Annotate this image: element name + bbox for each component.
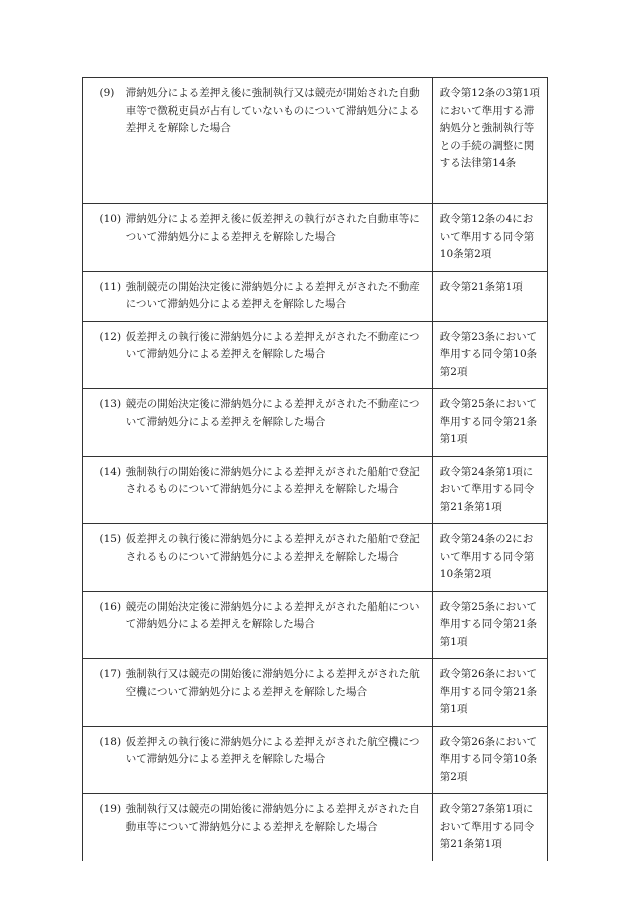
row-number: (14) — [99, 465, 122, 478]
row-description — [89, 279, 426, 314]
row-number: (17) — [99, 668, 122, 680]
table-row — [83, 389, 548, 457]
table-row — [83, 726, 548, 794]
row-reference: 政令第26条において準用する同令第10条第2項 — [432, 726, 547, 794]
row-number: (15) — [99, 533, 122, 545]
row-reference: 政令第26条において準用する同令第21条第1項 — [432, 659, 547, 727]
row-description — [89, 211, 426, 246]
row-description-cell — [83, 456, 433, 524]
row-description — [89, 801, 426, 836]
row-description-cell — [83, 659, 433, 727]
row-reference: 政令第12条の4において準用する同令第10条第2項 — [432, 204, 547, 272]
row-description-cell — [83, 204, 433, 272]
row-description-cell — [83, 794, 433, 861]
row-description — [89, 329, 426, 364]
row-description-cell — [83, 524, 433, 592]
table-row — [83, 524, 548, 592]
row-description-cell — [83, 591, 433, 659]
row-reference: 政令第21条第1項 — [432, 271, 547, 321]
row-description-cell — [83, 271, 433, 321]
row-description — [89, 531, 426, 566]
row-description — [89, 599, 426, 634]
row-text: 滞納処分による差押え後に仮差押えの執行がされた自動車等について滞納処分による差押えを解除した場合 — [125, 213, 420, 243]
row-text: 仮差押えの執行後に滞納処分による差押えがされた航空機について滞納処分による差押えを解除した場合 — [125, 735, 420, 765]
row-number: (11) — [99, 280, 122, 293]
table-row — [83, 659, 548, 727]
row-description — [89, 666, 426, 701]
row-reference: 政令第25条において準用する同令第21条第1項 — [432, 591, 547, 659]
row-description-cell — [83, 321, 433, 389]
table-row — [83, 78, 548, 204]
row-text: 仮差押えの執行後に滞納処分による差押えがされた不動産について滞納処分による差押えを解除した場合 — [125, 330, 420, 360]
row-reference: 政令第25条において準用する同令第21条第1項 — [432, 389, 547, 457]
provisions-table — [82, 77, 548, 861]
row-text: 強制執行の開始後に滞納処分による差押えがされた船舶で登記されるものについて滞納処分による差押えを解除した場合 — [125, 465, 420, 495]
table-row — [83, 591, 548, 659]
table-row — [83, 321, 548, 389]
row-description-cell — [83, 726, 433, 794]
row-reference: 政令第27条第1項において準用する同令第21条第1項 — [432, 794, 547, 861]
table-row — [83, 204, 548, 272]
row-reference: 政令第24条第1項において準用する同令第21条第1項 — [432, 456, 547, 524]
row-text: 競売の開始決定後に滞納処分による差押えがされた船舶について滞納処分による差押えを解除した場合 — [125, 600, 420, 630]
row-number: (10) — [99, 213, 122, 225]
row-reference: 政令第23条において準用する同令第10条第2項 — [432, 321, 547, 389]
row-text: 競売の開始決定後に滞納処分による差押えがされた不動産について滞納処分による差押えを解除した場合 — [125, 398, 420, 428]
row-description — [89, 396, 426, 431]
row-number: (12) — [99, 330, 122, 343]
row-description — [89, 734, 426, 769]
row-reference: 政令第24条の2において準用する同令第10条第2項 — [432, 524, 547, 592]
row-reference: 政令第12条の3第1項において準用する滞納処分と強制執行等との手続の調整に関する法律第14条 — [432, 78, 547, 204]
row-text: 仮差押えの執行後に滞納処分による差押えがされた船舶で登記されるものについて滞納処分による差押えを解除した場合 — [125, 533, 420, 563]
row-number: (19) — [99, 803, 122, 815]
row-description-cell — [83, 389, 433, 457]
row-number: (9) — [99, 87, 115, 99]
row-description — [89, 464, 426, 499]
row-number: (13) — [99, 398, 122, 410]
row-description — [89, 85, 426, 138]
row-number: (16) — [99, 600, 122, 613]
row-text: 滞納処分による差押え後に強制執行又は競売が開始された自動車等で徴税吏員が占有していないものについて滞納処分による差押えを解除した場合 — [125, 87, 420, 134]
row-text: 強制執行又は競売の開始後に滞納処分による差押えがされた航空機について滞納処分による差押えを解除した場合 — [125, 668, 420, 698]
table-row — [83, 456, 548, 524]
row-text: 強制競売の開始決定後に滞納処分による差押えがされた不動産について滞納処分による差押えを解除した場合 — [125, 280, 420, 310]
row-description-cell — [83, 78, 433, 204]
table-body — [83, 78, 548, 861]
table-row — [83, 794, 548, 861]
row-text: 強制執行又は競売の開始後に滞納処分による差押えがされた自動車等について滞納処分による差押えを解除した場合 — [125, 803, 420, 833]
table-row — [83, 271, 548, 321]
row-number: (18) — [99, 735, 122, 748]
